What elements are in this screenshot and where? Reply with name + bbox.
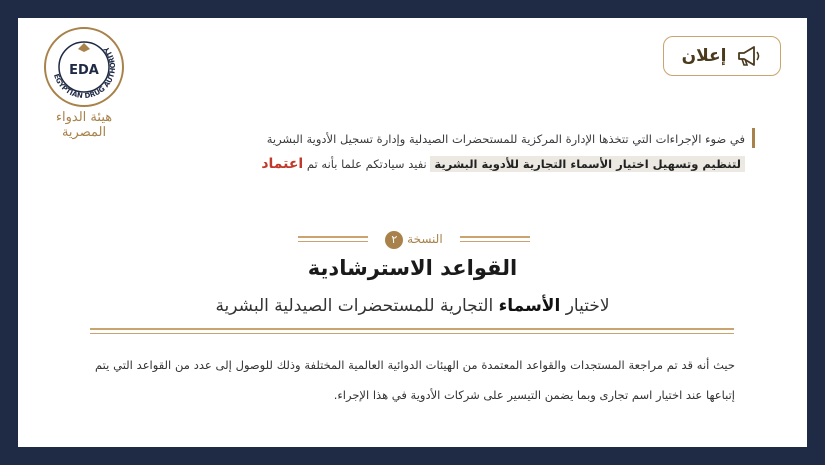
intro-highlight: لتنظيم وتسهيل اختيار الأسماء التجارية للأدوية البشرية: [430, 156, 745, 172]
megaphone-icon: [736, 45, 762, 67]
section-divider: [90, 328, 734, 337]
intro-emphasis: اعتماد: [261, 156, 304, 172]
svg-text:EDA: EDA: [69, 63, 99, 78]
intro-line-2: [145, 153, 745, 175]
svg-text:EGYPTIAN DRUG AUTHORITY: EGYPTIAN DRUG AUTHORITY: [51, 44, 118, 101]
edition-marker: [298, 228, 530, 250]
intro-rest: نفيد سيادتكم علما بأنه تم: [306, 157, 427, 171]
logo-arabic-name: هيئة الدواء المصرية: [55, 110, 113, 140]
announcement-label: إعلان: [681, 46, 727, 66]
page-title: القواعد الاسترشادية: [307, 256, 518, 280]
announcement-badge: [663, 36, 781, 76]
edition-label-group: [373, 228, 455, 250]
announcement-card: [18, 18, 807, 447]
intro-line-1: في ضوء الإجراءات التي تتخذها الإدارة المركزية للمستحضرات الصيدلية وإدارة تسجيل الأدوية البشرية: [266, 132, 745, 146]
edition-rule-right: [460, 236, 530, 245]
edition-number: ٢: [385, 231, 403, 249]
page-subtitle: [18, 296, 807, 316]
subtitle-prefix: لاختيار: [565, 296, 610, 316]
edition-label: النسخة: [407, 232, 443, 246]
edition-rule-left: [298, 236, 368, 245]
subtitle-bold: الأسماء: [498, 296, 561, 316]
eda-emblem-icon: [43, 26, 125, 108]
eda-logo: [34, 26, 134, 156]
body-paragraph: حيث أنه قد تم مراجعة المستجدات والقواعد المعتمدة من الهيئات الدوائية العالمية المختلفة وذلك للوصول إلى عدد من القواعد التي يتم إتباعها عند اختيار اسم تجارى وبما يضمن التيسير على شركات الأدوية في هذا الإجراء.: [95, 358, 735, 402]
subtitle-rest: التجارية للمستحضرات الصيدلية البشرية: [215, 296, 494, 316]
intro-paragraph: [145, 128, 745, 175]
intro-accent-bar: [752, 128, 755, 148]
